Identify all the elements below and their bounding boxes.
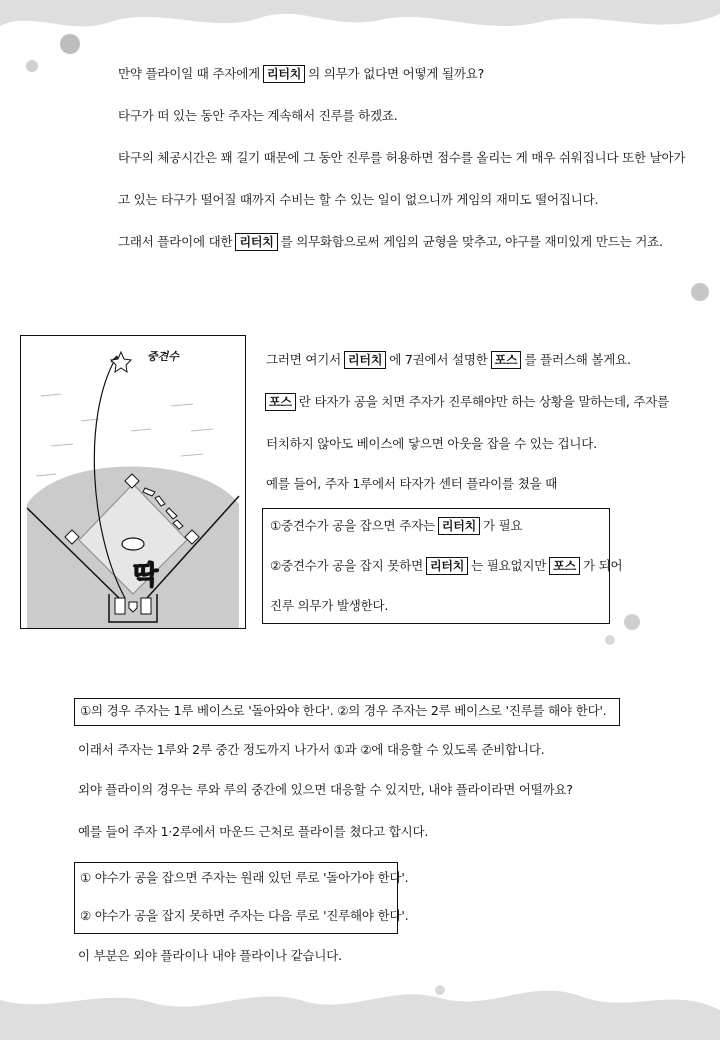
intro-line-5-text-end: 를 의무화함으로써 게임의 균형을 맞추고, 야구를 재미있게 만드는 거죠. (280, 234, 663, 249)
side-line-1-text: 그러면 여기서 (266, 352, 342, 367)
keyword-retouch: 리터치 (263, 65, 305, 83)
intro-line-1 (118, 64, 484, 84)
keyword-force: 포스 (265, 393, 296, 411)
side-line-1-text-mid: 에 7권에서 설명한 (389, 352, 488, 367)
fielder-star-icon (111, 352, 131, 372)
intro-line-5 (118, 232, 663, 252)
center-fielder-label: 중견수 (147, 350, 179, 363)
case-line-2-text: ②중견수가 공을 잡지 못하면 (270, 558, 423, 573)
side-line-3: 터치하지 않아도 베이스에 닿으면 아웃을 잡을 수 있는 겁니다. (266, 436, 597, 451)
dot-decoration (691, 283, 709, 301)
intro-line-3: 타구의 체공시간은 꽤 길기 때문에 그 동안 진루를 허용하면 점수를 올리는 게 매우 쉬워집니다 또한 날아가 (118, 150, 686, 165)
dot-decoration (624, 614, 640, 630)
keyword-retouch: 리터치 (235, 233, 277, 251)
intro-line-4: 고 있는 타구가 떨어질 때까지 수비는 할 수 있는 일이 없으니까 게임의 재미도 떨어집니다. (118, 192, 599, 207)
case-line-2 (270, 556, 622, 576)
keyword-force: 포스 (491, 351, 522, 369)
lower-line-3: 예를 들어 주자 1·2루에서 마운드 근처로 플라이를 쳤다고 합시다. (78, 824, 429, 839)
case-line-1 (270, 516, 522, 536)
top-wave-decoration (0, 0, 720, 26)
infield-case-line-1: ① 야수가 공을 잡으면 주자는 원래 있던 루로 '돌아가야 한다'. (80, 870, 409, 885)
dot-decoration (60, 34, 80, 54)
case-line-2-text-end: 가 되어 (582, 558, 623, 573)
hit-sound-effect: 딱 (133, 561, 159, 591)
side-line-2 (262, 392, 669, 412)
keyword-retouch: 리터치 (438, 517, 480, 535)
baseball-field-illustration (20, 335, 246, 629)
side-line-4: 예를 들어, 주자 1루에서 타자가 센터 플라이를 쳤을 때 (266, 476, 558, 491)
intro-line-5-text: 그래서 플라이에 대한 (118, 234, 233, 249)
side-line-2-text: 란 타자가 공을 치면 주자가 진루해야만 하는 상황을 말하는데, 주자를 (298, 394, 670, 409)
case-line-1-text: ①중견수가 공을 잡으면 주자는 (270, 518, 435, 533)
dot-decoration (435, 985, 445, 995)
intro-line-2: 타구가 떠 있는 동안 주자는 계속해서 진루를 하겠죠. (118, 108, 398, 123)
lower-line-1: 이래서 주자는 1루와 2루 중간 정도까지 나가서 ①과 ②에 대응할 수 있도록 준비합니다. (78, 742, 545, 757)
lower-line-4: 이 부분은 외야 플라이나 내야 플라이나 같습니다. (78, 948, 342, 963)
keyword-force: 포스 (549, 557, 580, 575)
keyword-retouch: 리터치 (426, 557, 468, 575)
dot-decoration (26, 60, 38, 72)
side-line-1-text-end: 를 플러스해 볼게요. (524, 352, 631, 367)
pitchers-mound (122, 538, 144, 550)
field-drawing (21, 336, 245, 628)
intro-line-1-text-end: 의 의무가 없다면 어떻게 될까요? (308, 66, 485, 81)
summary-line: ①의 경우 주자는 1루 베이스로 '돌아와야 한다'. ②의 경우 주자는 2루 베이스로 '진루를 해야 한다'. (80, 703, 607, 718)
infield-case-line-2: ② 야수가 공을 잡지 못하면 주자는 다음 루로 '진루해야 한다'. (80, 908, 409, 923)
case-line-2-text-mid: 는 필요없지만 (471, 558, 547, 573)
lower-line-2: 외야 플라이의 경우는 루와 루의 중간에 있으면 대응할 수 있지만, 내야 플라이라면 어떨까요? (78, 782, 573, 797)
dot-decoration (605, 635, 615, 645)
case-line-3: 진루 의무가 발생한다. (270, 598, 389, 613)
intro-line-1-text: 만약 플라이일 때 주자에게 (118, 66, 260, 81)
bottom-wave-decoration (0, 991, 720, 1040)
side-line-1 (266, 350, 631, 370)
case-line-1-text-end: 가 필요 (483, 518, 523, 533)
keyword-retouch: 리터치 (344, 351, 386, 369)
